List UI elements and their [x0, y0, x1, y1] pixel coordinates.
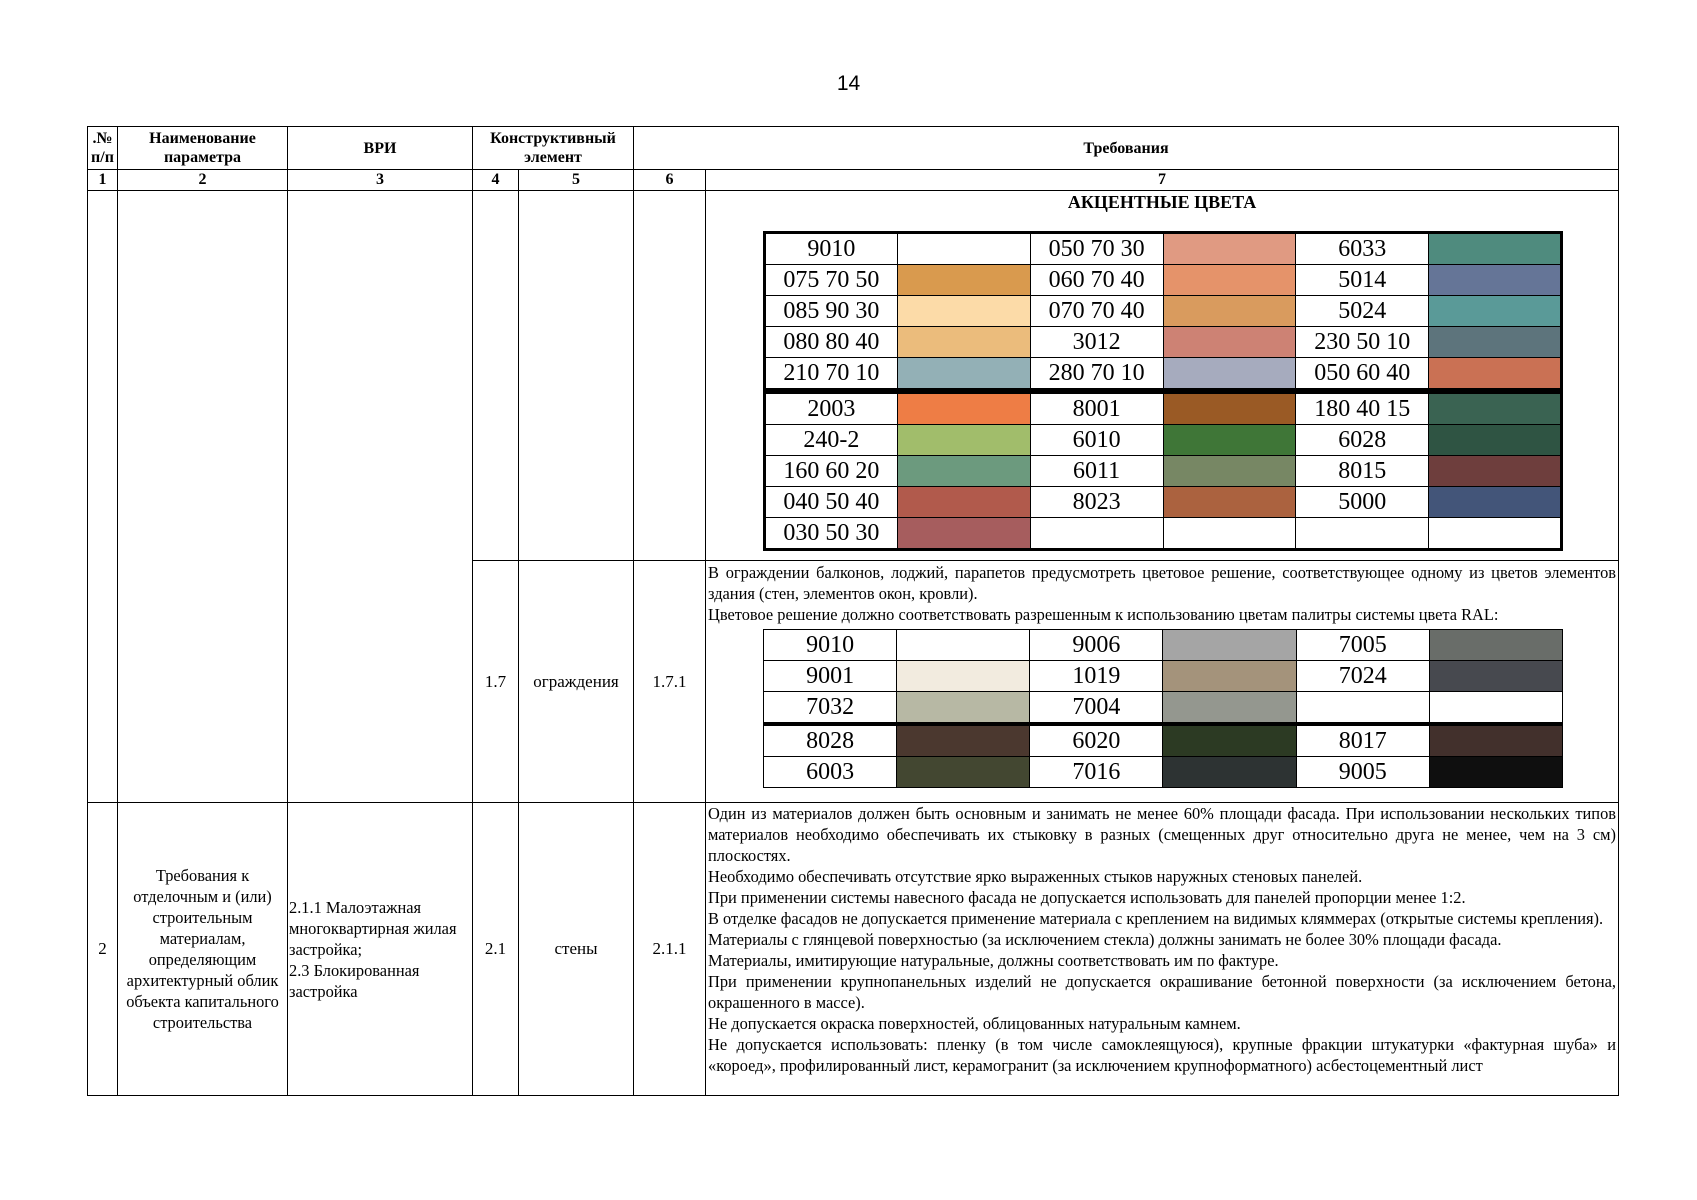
palette-row — [764, 692, 1563, 723]
vri-item: 2.1.1 Малоэтажная многоквартирная жилая застройка; — [289, 897, 457, 959]
color-code: 6033 — [1296, 233, 1429, 265]
col-number: 3 — [288, 170, 473, 191]
accent-title: АКЦЕНТНЫЕ ЦВЕТА — [1067, 192, 1257, 212]
row-number: 2 — [88, 803, 118, 1096]
palette-row — [764, 630, 1563, 661]
color-code: 9001 — [764, 661, 897, 692]
color-swatch — [1429, 725, 1562, 757]
requirements-table — [87, 126, 1619, 1096]
element-number: 1.7 — [473, 561, 519, 803]
element-number: 2.1 — [473, 803, 519, 1096]
color-swatch — [1429, 425, 1562, 456]
color-swatch — [897, 393, 1030, 425]
materials-paragraph: Необходимо обеспечивать отсутствие ярко выраженных стыков наружных стеновых панелей. — [708, 867, 1363, 886]
color-code: 5014 — [1296, 265, 1429, 296]
color-code: 7024 — [1296, 661, 1429, 692]
color-code: 8017 — [1296, 725, 1429, 757]
palette-row — [765, 358, 1562, 390]
page-number: 14 — [836, 72, 861, 95]
accent-palette-bottom — [763, 391, 1563, 551]
materials-paragraph: Один из материалов должен быть основным и занимать не менее 60% площади фасада. При использовании нескольких типов материалов необходимо обеспечивать их стыковку в разных (смещенных друг относительно друга не менее, чем на 3 см) плоскостях. — [708, 804, 1617, 865]
color-swatch — [897, 358, 1030, 390]
color-code: 7016 — [1030, 757, 1163, 788]
color-code — [1296, 692, 1429, 723]
color-swatch — [897, 518, 1030, 550]
color-code: 080 80 40 — [765, 327, 898, 358]
color-swatch — [1163, 725, 1296, 757]
color-code: 6020 — [1030, 725, 1163, 757]
color-swatch — [1163, 358, 1296, 390]
color-code: 050 60 40 — [1296, 358, 1429, 390]
cell-empty — [473, 191, 519, 561]
materials-paragraph: Не допускается использовать: пленку (в том числе самоклеящуюся), крупные фракции штукатурки «фактурная шуба» и «короед», профилированный лист, керамогранит (за исключением крупноформатного) асбестоцементный лист — [708, 1035, 1617, 1075]
palette-row — [765, 393, 1562, 425]
color-code: 6003 — [764, 757, 897, 788]
palette-row — [765, 518, 1562, 550]
materials-requirements — [706, 803, 1619, 1096]
color-code: 075 70 50 — [765, 265, 898, 296]
element-name: стены — [519, 803, 634, 1096]
color-code: 5000 — [1296, 487, 1429, 518]
numbering-row — [88, 170, 1619, 191]
color-swatch — [1429, 456, 1562, 487]
color-code: 8023 — [1030, 487, 1163, 518]
cell-empty — [634, 191, 706, 561]
header-no: .№ п/п — [88, 127, 118, 170]
color-code: 230 50 10 — [1296, 327, 1429, 358]
color-swatch — [1163, 296, 1296, 327]
color-swatch — [897, 296, 1030, 327]
accent-row — [88, 191, 1619, 561]
col-number: 5 — [519, 170, 634, 191]
color-swatch — [1429, 265, 1562, 296]
color-code: 9005 — [1296, 757, 1429, 788]
color-swatch — [1163, 518, 1296, 550]
color-swatch — [1429, 757, 1562, 788]
color-code: 3012 — [1030, 327, 1163, 358]
color-swatch — [1163, 393, 1296, 425]
color-swatch — [1163, 456, 1296, 487]
col-number: 7 — [706, 170, 1619, 191]
accent-palette-top — [763, 231, 1563, 391]
element-name: ограждения — [519, 561, 634, 803]
color-swatch — [1429, 358, 1562, 390]
color-code: 6011 — [1030, 456, 1163, 487]
cell-empty — [118, 191, 288, 803]
accent-cell — [706, 191, 1619, 561]
color-swatch — [1163, 425, 1296, 456]
color-swatch — [1163, 692, 1296, 723]
color-swatch — [1163, 487, 1296, 518]
color-code: 8015 — [1296, 456, 1429, 487]
color-code: 280 70 10 — [1030, 358, 1163, 390]
col-number: 1 — [88, 170, 118, 191]
materials-paragraph: При применении системы навесного фасада не допускается использовать для панелей пропорции менее 1:2. — [708, 888, 1466, 907]
cell-empty — [88, 191, 118, 803]
color-swatch — [1429, 661, 1562, 692]
materials-paragraph: В отделке фасадов не допускается применение материала с креплением на видимых кляммерах (открытые системы крепления). — [708, 909, 1604, 928]
color-code: 060 70 40 — [1030, 265, 1163, 296]
materials-paragraph: Не допускается окраска поверхностей, облицованных натуральным камнем. — [708, 1014, 1241, 1033]
color-swatch — [1163, 327, 1296, 358]
color-swatch — [897, 725, 1030, 757]
header-row — [88, 127, 1619, 170]
color-code: 2003 — [765, 393, 898, 425]
vri-cell — [288, 803, 473, 1096]
materials-row — [88, 803, 1619, 1096]
color-swatch — [897, 757, 1030, 788]
fence-requirements — [706, 561, 1619, 803]
palette-row — [764, 725, 1563, 757]
color-code: 040 50 40 — [765, 487, 898, 518]
color-swatch — [1429, 327, 1562, 358]
color-swatch — [1429, 630, 1562, 661]
color-code: 8028 — [764, 725, 897, 757]
color-swatch — [1429, 487, 1562, 518]
materials-paragraph: Материалы с глянцевой поверхностью (за исключением стекла) должны занимать не более 30% площади фасада. — [708, 930, 1502, 949]
palette-row — [765, 425, 1562, 456]
color-swatch — [1429, 233, 1562, 265]
color-swatch — [897, 456, 1030, 487]
color-code: 050 70 30 — [1030, 233, 1163, 265]
color-swatch — [897, 425, 1030, 456]
parameter-name: Требования к отделочным и (или) строительным материалам, определяющим архитектурный облик объекта капитального строительства — [118, 803, 288, 1096]
color-code: 180 40 15 — [1296, 393, 1429, 425]
palette-row — [765, 296, 1562, 327]
palette-row — [764, 757, 1563, 788]
col-number: 2 — [118, 170, 288, 191]
color-swatch — [1163, 630, 1296, 661]
color-code: 030 50 30 — [765, 518, 898, 550]
color-code: 1019 — [1030, 661, 1163, 692]
color-code: 9006 — [1030, 630, 1163, 661]
color-code: 240-2 — [765, 425, 898, 456]
col-number: 4 — [473, 170, 519, 191]
color-code: 7005 — [1296, 630, 1429, 661]
color-swatch — [1163, 233, 1296, 265]
palette-row — [765, 456, 1562, 487]
header-param: Наименование параметра — [118, 127, 288, 170]
color-code: 9010 — [764, 630, 897, 661]
ral-palette-bottom — [763, 723, 1563, 788]
materials-paragraph: При применении крупнопанельных изделий не допускается окрашивание бетонной поверхности (за исключением бетона, окрашенного в массе). — [708, 972, 1617, 1012]
color-swatch — [897, 661, 1030, 692]
color-code — [1030, 518, 1163, 550]
palette-row — [765, 233, 1562, 265]
color-code: 7032 — [764, 692, 897, 723]
requirement-number: 1.7.1 — [634, 561, 706, 803]
color-code: 210 70 10 — [765, 358, 898, 390]
ral-palette-top — [763, 629, 1563, 723]
header-vri: ВРИ — [288, 127, 473, 170]
color-code: 8001 — [1030, 393, 1163, 425]
color-code: 070 70 40 — [1030, 296, 1163, 327]
header-element: Конструктивный элемент — [473, 127, 634, 170]
color-code: 085 90 30 — [765, 296, 898, 327]
color-swatch — [897, 692, 1030, 723]
color-swatch — [1429, 296, 1562, 327]
header-requirements: Требования — [634, 127, 1619, 170]
color-swatch — [897, 487, 1030, 518]
palette-row — [765, 487, 1562, 518]
color-code: 9010 — [765, 233, 898, 265]
color-code: 7004 — [1030, 692, 1163, 723]
cell-empty — [288, 191, 473, 803]
palette-row — [764, 661, 1563, 692]
color-code: 6010 — [1030, 425, 1163, 456]
color-swatch — [897, 327, 1030, 358]
color-code: 5024 — [1296, 296, 1429, 327]
color-swatch — [897, 630, 1030, 661]
color-swatch — [1429, 692, 1562, 723]
palette-row — [765, 265, 1562, 296]
col-number: 6 — [634, 170, 706, 191]
cell-empty — [519, 191, 634, 561]
vri-item: 2.3 Блокированная застройка — [289, 960, 420, 1001]
color-swatch — [1163, 757, 1296, 788]
color-code: 160 60 20 — [765, 456, 898, 487]
color-code: 6028 — [1296, 425, 1429, 456]
color-swatch — [1163, 265, 1296, 296]
color-swatch — [1429, 393, 1562, 425]
palette-row — [765, 327, 1562, 358]
color-swatch — [897, 265, 1030, 296]
requirement-number: 2.1.1 — [634, 803, 706, 1096]
materials-paragraph: Материалы, имитирующие натуральные, должны соответствовать им по фактуре. — [708, 951, 1279, 970]
color-swatch — [1429, 518, 1562, 550]
fence-text: Цветовое решение должно соответствовать разрешенным к использованию цветам палитры системы цвета RAL: — [708, 605, 1499, 624]
color-swatch — [897, 233, 1030, 265]
color-swatch — [1163, 661, 1296, 692]
fence-text: В ограждении балконов, лоджий, парапетов предусмотреть цветовое решение, соответствующее одному из цветов элементов здания (стен, элементов окон, кровли). — [708, 563, 1617, 603]
color-code — [1296, 518, 1429, 550]
